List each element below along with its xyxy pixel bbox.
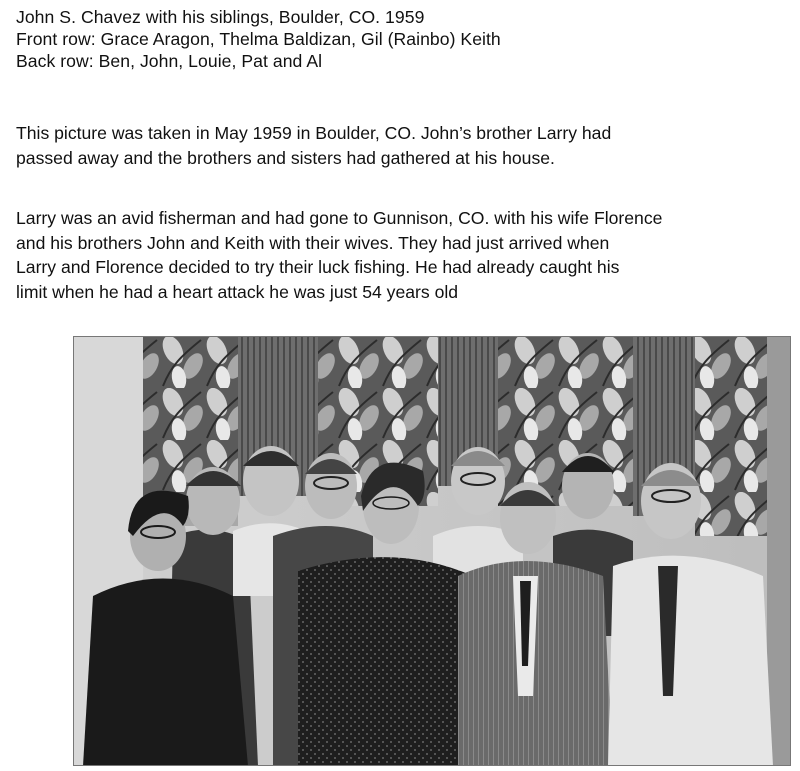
- photo-illustration: [73, 336, 791, 766]
- story-paragraph-1: [16, 121, 796, 170]
- paragraph-2-line-2: and his brothers John and Keith with their wives. They had just arrived when: [16, 232, 610, 253]
- paragraph-2-line-3: Larry and Florence decided to try their luck fishing. He had already caught his: [16, 257, 620, 277]
- paragraph-2-line-4: limit when he had a heart attack he was just 54 years old: [16, 281, 459, 302]
- photo-caption: [16, 6, 796, 72]
- story-paragraph-2: [16, 206, 796, 304]
- paragraph-1-line-2: passed away and the brothers and sisters had gathered at his house.: [16, 147, 555, 168]
- family-group-photo: [73, 336, 791, 766]
- caption-title: John S. Chavez with his siblings, Boulder, CO. 1959: [16, 7, 425, 27]
- caption-back-row: Back row: Ben, John, Louie, Pat and Al: [16, 51, 323, 71]
- paragraph-1-line-1: This picture was taken in May 1959 in Boulder, CO. John’s brother Larry had: [16, 123, 612, 143]
- paragraph-2-line-1: Larry was an avid fisherman and had gone to Gunnison, CO. with his wife Florence: [16, 208, 663, 228]
- caption-front-row: Front row: Grace Aragon, Thelma Baldizan, Gil (Rainbo) Keith: [16, 29, 501, 49]
